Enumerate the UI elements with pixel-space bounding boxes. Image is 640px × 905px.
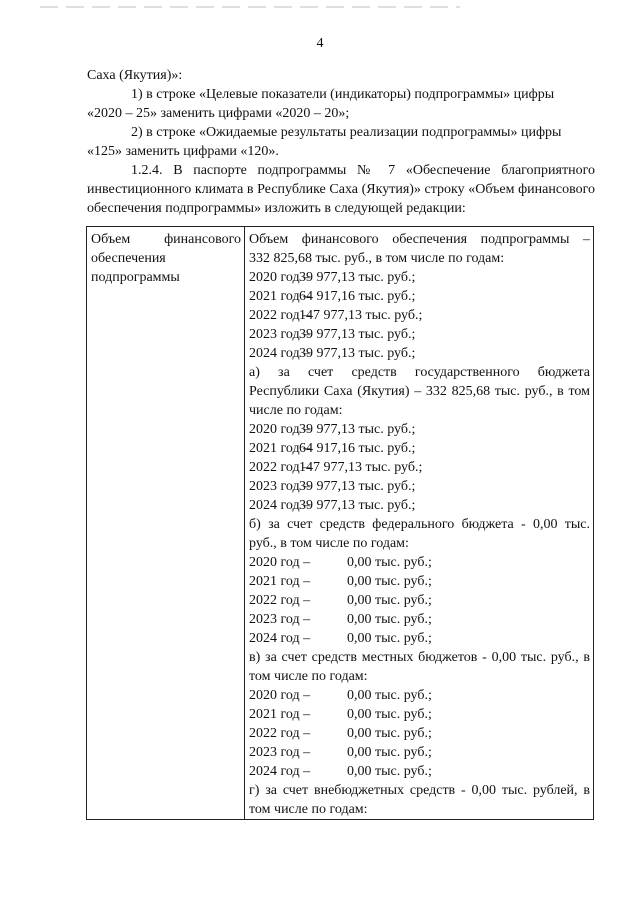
year-label: 2021 год – bbox=[249, 441, 311, 456]
year-label: 2020 год – bbox=[249, 688, 311, 703]
year-amount-line bbox=[249, 724, 590, 743]
page-number: 4 bbox=[316, 36, 324, 51]
amount-value: 0,00 тыс. руб.; bbox=[347, 726, 432, 741]
year-amount-line bbox=[249, 287, 590, 306]
amount-value: 39 977,13 тыс. руб.; bbox=[299, 479, 416, 494]
state-budget-text: а) за счет средств государственного бюджета Республики Саха (Якутия) – 332 825,68 тыс. руб., в том числе по годам: bbox=[249, 365, 590, 418]
amount-value: 0,00 тыс. руб.; bbox=[347, 574, 432, 589]
year-amount-line bbox=[249, 458, 590, 477]
year-label: 2020 год – bbox=[249, 270, 311, 285]
intro-item-2-cont: «125» заменить цифрами «120». bbox=[87, 144, 279, 159]
total-funding-line: Объем финансового обеспечения подпрограммы – bbox=[249, 232, 590, 247]
year-label: 2023 год – bbox=[249, 745, 311, 760]
row-label-line: обеспечения bbox=[91, 251, 166, 266]
extrabudgetary-text: г) за счет внебюджетных средств - 0,00 тыс. рублей, в том числе по годам: bbox=[249, 783, 590, 817]
amount-value: 0,00 тыс. руб.; bbox=[347, 631, 432, 646]
amount-value: 64 917,16 тыс. руб.; bbox=[299, 289, 416, 304]
scan-artifact-line bbox=[40, 6, 460, 8]
year-amount-line bbox=[249, 686, 590, 705]
federal-budget-text: б) за счет средств федерального бюджета - 0,00 тыс. руб., в том числе по годам: bbox=[249, 517, 590, 551]
amount-value: 39 977,13 тыс. руб.; bbox=[299, 346, 416, 361]
year-label: 2023 год – bbox=[249, 612, 311, 627]
year-amount-line bbox=[249, 420, 590, 439]
year-amount-line bbox=[249, 439, 590, 458]
amount-value: 39 977,13 тыс. руб.; bbox=[299, 270, 416, 285]
year-amount-line bbox=[249, 591, 590, 610]
amount-value: 0,00 тыс. руб.; bbox=[347, 764, 432, 779]
amount-value: 0,00 тыс. руб.; bbox=[347, 612, 432, 627]
year-label: 2024 год – bbox=[249, 631, 311, 646]
total-funding-line: 332 825,68 тыс. руб., в том числе по годам: bbox=[249, 251, 505, 266]
amount-value: 0,00 тыс. руб.; bbox=[347, 707, 432, 722]
year-label: 2023 год – bbox=[249, 479, 311, 494]
local-budget-text: в) за счет средств местных бюджетов - 0,00 тыс. руб., в том числе по годам: bbox=[249, 650, 590, 684]
intro-text bbox=[87, 66, 595, 218]
amount-value: 39 977,13 тыс. руб.; bbox=[299, 327, 416, 342]
year-label: 2021 год – bbox=[249, 707, 311, 722]
year-amount-line bbox=[249, 496, 590, 515]
amount-value: 147 977,13 тыс. руб.; bbox=[299, 460, 423, 475]
amount-value: 0,00 тыс. руб.; bbox=[347, 593, 432, 608]
year-amount-line bbox=[249, 306, 590, 325]
amount-value: 0,00 тыс. руб.; bbox=[347, 745, 432, 760]
amount-value: 39 977,13 тыс. руб.; bbox=[299, 498, 416, 513]
year-amount-line bbox=[249, 705, 590, 724]
intro-line-1: Саха (Якутия)»: bbox=[87, 68, 183, 83]
year-label: 2020 год – bbox=[249, 422, 311, 437]
intro-item-2: 2) в строке «Ожидаемые результаты реализации подпрограммы» цифры bbox=[131, 125, 562, 140]
year-label: 2021 год – bbox=[249, 289, 311, 304]
year-amount-line bbox=[249, 743, 590, 762]
year-amount-line bbox=[249, 477, 590, 496]
year-label: 2024 год – bbox=[249, 764, 311, 779]
year-amount-line bbox=[249, 572, 590, 591]
year-label: 2020 год – bbox=[249, 555, 311, 570]
amount-value: 64 917,16 тыс. руб.; bbox=[299, 441, 416, 456]
row-label-line: подпрограммы bbox=[91, 270, 180, 285]
intro-item-1-cont: «2020 – 25» заменить цифрами «2020 – 20»; bbox=[87, 106, 350, 121]
funding-details-cell bbox=[245, 227, 594, 820]
year-label: 2022 год – bbox=[249, 726, 311, 741]
row-label-cell bbox=[87, 227, 245, 820]
year-amount-line bbox=[249, 629, 590, 648]
year-label: 2022 год – bbox=[249, 308, 311, 323]
year-label: 2024 год – bbox=[249, 498, 311, 513]
year-amount-line bbox=[249, 553, 590, 572]
amount-value: 0,00 тыс. руб.; bbox=[347, 555, 432, 570]
year-amount-line bbox=[249, 325, 590, 344]
year-amount-line bbox=[249, 344, 590, 363]
year-amount-line bbox=[249, 762, 590, 781]
amount-value: 0,00 тыс. руб.; bbox=[347, 688, 432, 703]
amount-value: 39 977,13 тыс. руб.; bbox=[299, 422, 416, 437]
year-label: 2022 год – bbox=[249, 460, 311, 475]
funding-table bbox=[86, 226, 594, 820]
table-row bbox=[87, 227, 594, 820]
intro-item-1: 1) в строке «Целевые показатели (индикаторы) подпрограммы» цифры bbox=[131, 87, 555, 102]
year-amount-line bbox=[249, 268, 590, 287]
year-label: 2021 год – bbox=[249, 574, 311, 589]
amount-value: 147 977,13 тыс. руб.; bbox=[299, 308, 423, 323]
year-label: 2022 год – bbox=[249, 593, 311, 608]
year-label: 2024 год – bbox=[249, 346, 311, 361]
intro-paragraph-1-2-4: 1.2.4. В паспорте подпрограммы № 7 «Обеспечение благоприятного инвестиционного климата в Республике Саха (Якутия)» строку «Объем финансового обеспечения подпрограммы» изложить в следующей редакции: bbox=[87, 163, 595, 216]
year-amount-line bbox=[249, 610, 590, 629]
row-label-line: Объем финансового bbox=[91, 232, 241, 247]
year-label: 2023 год – bbox=[249, 327, 311, 342]
